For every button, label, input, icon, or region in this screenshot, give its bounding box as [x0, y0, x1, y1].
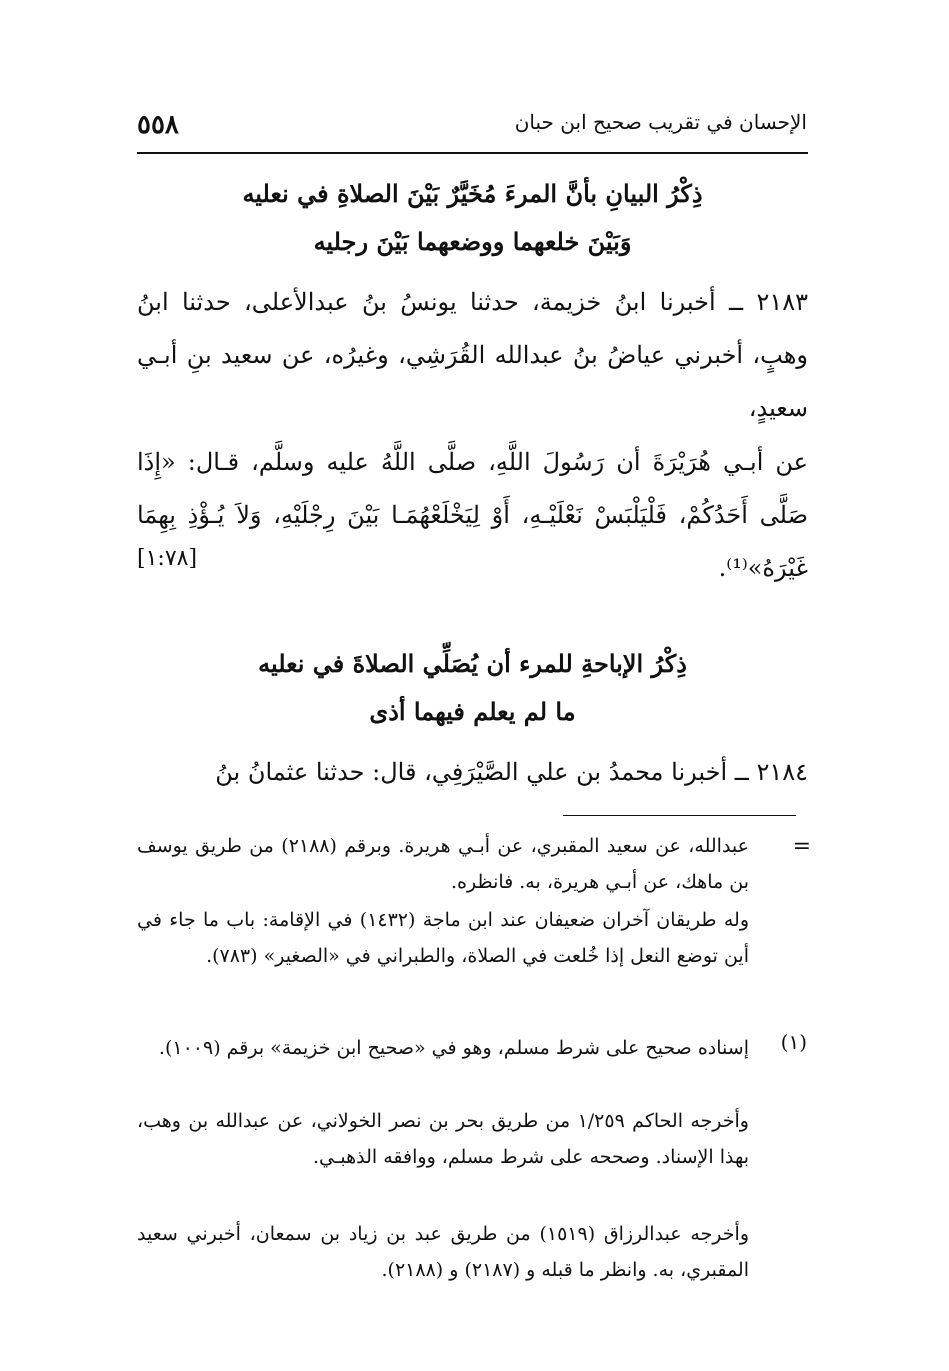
- section-heading-1-line-1: ذِكْرُ البيانِ بأنَّ المرءَ مُخَيَّرٌ بَيْنَ الصلاةِ في نعليه: [242, 179, 703, 208]
- header-rule: [137, 152, 808, 154]
- footnote-1-paragraph-3: وأخرجه عبدالرزاق (١٥١٩) من طريق عبد بن زياد بن سمعان، أخبرني سعيد المقبري، به. وانظر ما قبله و (٢١٨٧) و (٢١٨٨).: [137, 1223, 749, 1281]
- hadith-2184-isnad: ٢١٨٤ ــ أخبرنا محمدُ بن علي الصَّيْرَفِي، قال: حدثنا عثمانُ بنُ: [215, 758, 808, 786]
- hadith-2183-isnad: ٢١٨٣ ــ أخبرنا ابنُ خزيمة، حدثنا يونسُ بنُ عبدالأعلى، حدثنا ابنُ وهبٍ، أخبرني عياضُ بنُ عبدالله القُرَشِي، وغيرُه، عن سعيد بنِ أبـي سعيدٍ،: [137, 288, 808, 422]
- footnote-1-marker: (١): [780, 1030, 807, 1054]
- hadith-reference: [١:٧٨]: [137, 546, 198, 571]
- footnote-continued-text-2: وله طريقان آخران ضعيفان عند ابن ماجة (١٤٣٢) في الإقامة: باب ما جاء في أين توضع النعل إذا خُلعت في الصلاة، والطبراني في «الصغير» (٧٨٣).: [137, 909, 750, 967]
- section-heading-1: [137, 170, 808, 266]
- running-header: [137, 104, 807, 154]
- section-heading-1-line-2: وَبَيْنَ خلعهما ووضعهما بَيْنَ رجليه: [313, 227, 632, 256]
- section-heading-2: [137, 640, 808, 736]
- book-title: الإحسان في تقريب صحيح ابن حبان: [514, 110, 807, 134]
- section-heading-2-line-1: ذِكْرُ الإباحةِ للمرء أن يُصَلِّي الصلاةَ في نعليه: [258, 649, 687, 678]
- page-number: ٥٥٨: [137, 110, 179, 140]
- footnote-continued-text: عبدالله، عن سعيد المقبري، عن أبـي هريرة. وبرقم (٢١٨٨) من طريق يوسف بن ماهك، عن أبـي هريرة، به. فانظره.: [137, 835, 750, 893]
- section-heading-2-line-2: ما لم يعلم فيهما أذى: [369, 697, 576, 726]
- footnote-separator: [563, 815, 796, 816]
- footnote-continuation-mark: =: [792, 834, 811, 859]
- hadith-2183-matn: عن أبـي هُرَيْرَةَ أن رَسُولَ اللَّهِ، صلَّى اللَّهُ عليه وسلَّم، قـال: «إِذَا صَلَّى أَحَدُكُمْ، فَلْيَلْبَسْ نَعْلَيْـهِ، أَوْ لِيَخْلَعْهُمَـا بَيْنَ رِجْلَيْهِ، وَلاَ يُـؤْذِ بِهِمَا غَيْرَهُ»⁽¹⁾.: [137, 448, 808, 582]
- footnote-1-paragraph-2: وأخرجه الحاكم ١/٢٥٩ من طريق بحر بن نصر الخولاني، عن عبدالله بن وهب، بهذا الإسناد. وصححه على شرط مسلم، ووافقه الذهبـي.: [137, 1110, 749, 1168]
- footnote-1-text: إسناده صحيح على شرط مسلم، وهو في «صحيح ابن خزيمة» برقم (١٠٠٩).: [158, 1037, 749, 1059]
